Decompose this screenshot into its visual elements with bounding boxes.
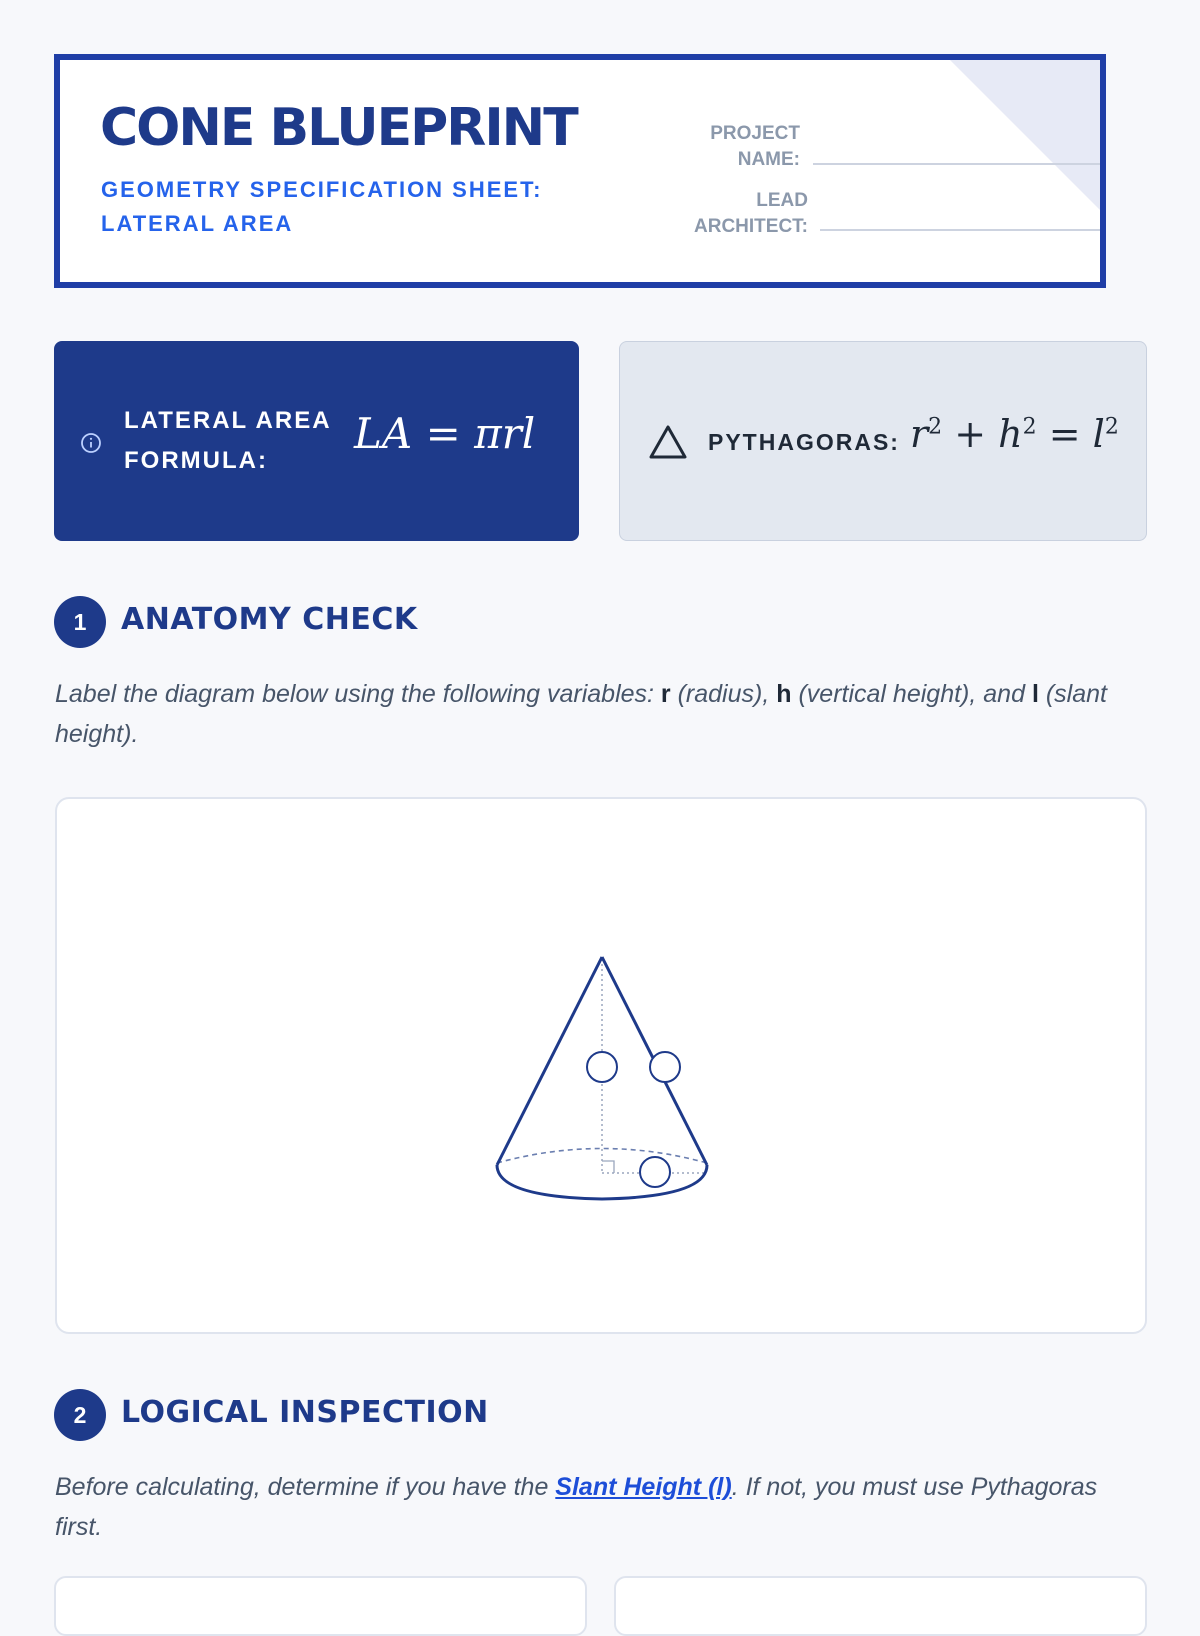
corner-fold bbox=[950, 60, 1100, 210]
var-r: r bbox=[660, 680, 671, 708]
answer-card-right bbox=[614, 1576, 1147, 1636]
architect-label-line2: ARCHITECT: bbox=[694, 216, 808, 237]
lead-architect-label bbox=[660, 188, 808, 240]
triangle-icon bbox=[648, 424, 688, 460]
lateral-label-line1: LATERAL AREA bbox=[124, 407, 332, 434]
lateral-area-label bbox=[124, 401, 332, 481]
cone-diagram-panel bbox=[55, 797, 1147, 1334]
pythagoras-card bbox=[619, 341, 1147, 541]
lead-architect-field[interactable] bbox=[820, 229, 1103, 231]
lateral-area-formula: LA = πrl bbox=[354, 409, 536, 458]
section-1-instructions bbox=[55, 674, 1135, 754]
s1-text-c: (vertical height), and bbox=[791, 680, 1032, 708]
section-1-title: ANATOMY CHECK bbox=[121, 602, 418, 637]
right-angle-mark bbox=[602, 1161, 614, 1173]
lateral-label-line2: FORMULA: bbox=[124, 447, 268, 474]
pythagoras-label: PYTHAGORAS: bbox=[708, 429, 900, 455]
page-subtitle: GEOMETRY SPECIFICATION SHEET: LATERAL AREA bbox=[101, 177, 543, 236]
lateral-area-card bbox=[54, 341, 579, 541]
info-icon bbox=[80, 432, 102, 454]
var-h: h bbox=[776, 680, 792, 708]
step-2-badge: 2 bbox=[54, 1389, 106, 1441]
s1-text-d: (slant height). bbox=[55, 680, 1107, 748]
label-slot-height[interactable] bbox=[587, 1052, 617, 1082]
header-panel bbox=[54, 54, 1106, 288]
s2-text-a: Before calculating, determine if you have the bbox=[55, 1473, 556, 1501]
cone-left-side bbox=[497, 957, 602, 1165]
project-name-label bbox=[660, 121, 800, 173]
section-2-instructions bbox=[55, 1467, 1135, 1547]
s1-text-a: Label the diagram below using the following variables: bbox=[55, 680, 661, 708]
page-title: CONE BLUEPRINT bbox=[100, 98, 577, 158]
slant-height-link[interactable]: Slant Height (l) bbox=[555, 1473, 732, 1501]
pythagoras-formula: $r^2 + h^2 = l^2$ bbox=[910, 412, 1119, 456]
step-1-badge: 1 bbox=[54, 596, 106, 648]
var-l: l bbox=[1031, 680, 1039, 708]
label-slot-radius[interactable] bbox=[640, 1157, 670, 1187]
project-name-field[interactable] bbox=[813, 163, 1103, 165]
section-2-title: LOGICAL INSPECTION bbox=[121, 1395, 489, 1430]
answer-card-left bbox=[54, 1576, 587, 1636]
s1-text-b: (radius), bbox=[670, 680, 777, 708]
architect-label-line1: LEAD bbox=[756, 190, 808, 211]
project-label-line2: NAME: bbox=[737, 149, 800, 170]
cone-diagram bbox=[57, 799, 1149, 1336]
label-slot-slant[interactable] bbox=[650, 1052, 680, 1082]
project-label-line1: PROJECT bbox=[710, 123, 800, 144]
s2-text-b: . If not, you must use Pythagoras first. bbox=[55, 1473, 1098, 1541]
